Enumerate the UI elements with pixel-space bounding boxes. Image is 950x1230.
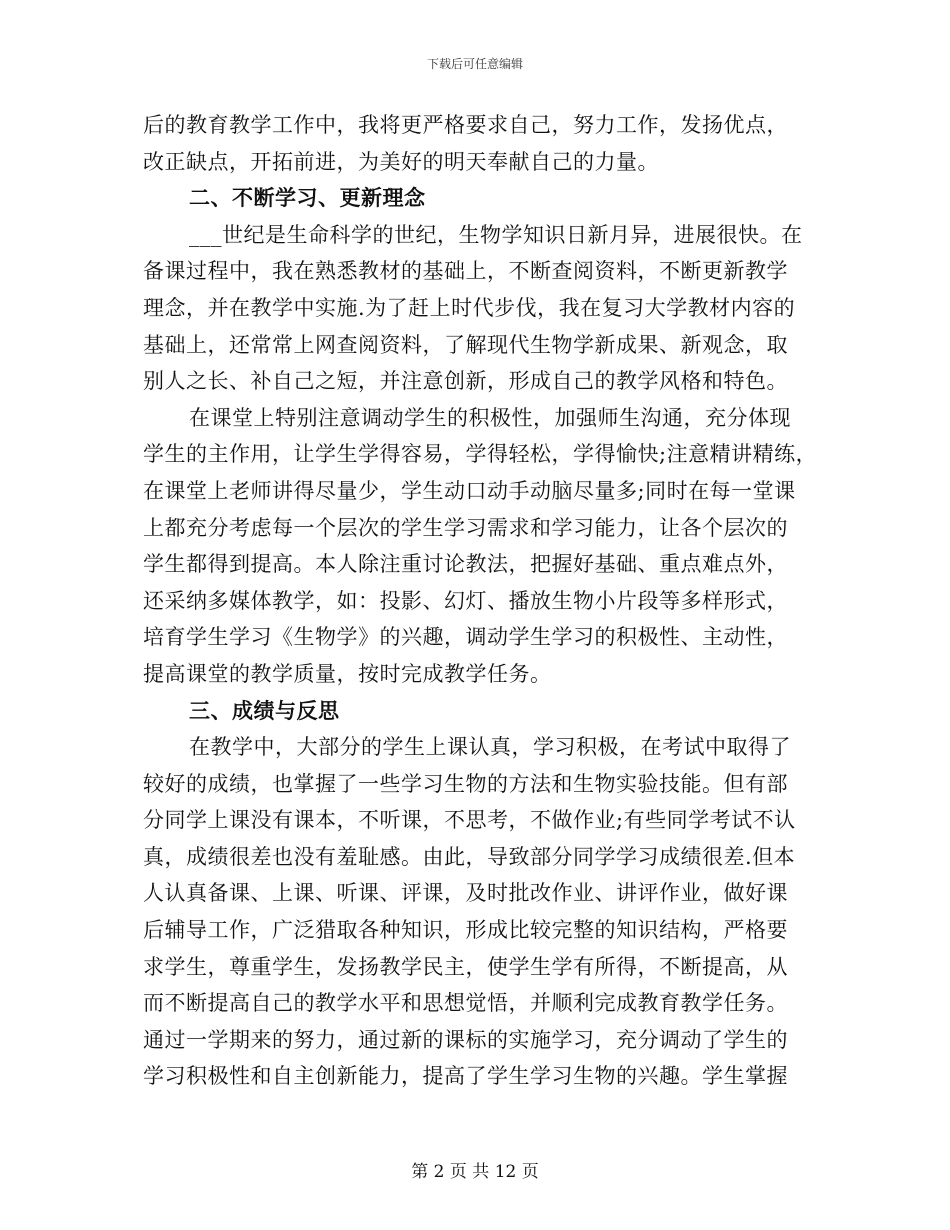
body-line: 学生都得到提高。本人除注重讨论教法，把握好基础、重点难点外， <box>143 552 788 577</box>
body-line: 求学生，尊重学生，发扬教学民主，使学生学有所得，不断提高，从 <box>143 954 788 979</box>
body-line: 基础上，还常常上网查阅资料，了解现代生物学新成果、新观念，取 <box>143 332 788 357</box>
page-number: 第 2 页 共 12 页 <box>411 1162 539 1182</box>
body-line: 分同学上课没有课本，不听课，不思考，不做作业;有些同学考试不认 <box>143 808 796 833</box>
paragraph-start: 在教学中，大部分的学生上课认真，学习积极，在考试中取得了 <box>189 735 791 760</box>
body-line: 理念，并在教学中实施.为了赶上时代步伐，我在复习大学教材内容的 <box>143 295 796 320</box>
body-line: 较好的成绩，也掌握了一些学习生物的方法和生物实验技能。但有部 <box>143 771 788 796</box>
body-line: 真，成绩很差也没有羞耻感。由此，导致部分同学学习成绩很差.但本 <box>143 844 796 869</box>
paragraph-start: 在课堂上特别注意调动学生的积极性，加强师生沟通，充分体现 <box>189 405 791 430</box>
body-line: 通过一学期来的努力，通过新的课标的实施学习，充分调动了学生的 <box>143 1027 788 1052</box>
body-line: 上都充分考虑每一个层次的学生学习需求和学习能力，让各个层次的 <box>143 515 788 540</box>
body-line: 学生的主作用，让学生学得容易，学得轻松，学得愉快;注意精讲精练， <box>143 442 818 467</box>
body-line: 改正缺点，开拓前进，为美好的明天奉献自己的力量。 <box>143 149 659 174</box>
body-line: 后辅导工作，广泛猎取各种知识，形成比较完整的知识结构，严格要 <box>143 918 788 943</box>
body-line: 后的教育教学工作中，我将更严格要求自己，努力工作，发扬优点， <box>143 113 788 137</box>
body-line: 人认真备课、上课、听课、评课，及时批改作业、讲评作业，做好课 <box>143 881 788 906</box>
body-line: 还采纳多媒体教学，如：投影、幻灯、播放生物小片段等多样形式， <box>143 588 788 613</box>
body-line: 学习积极性和自主创新能力，提高了学生学习生物的兴趣。学生掌握 <box>143 1064 788 1089</box>
body-line: 而不断提高自己的教学水平和思想觉悟，并顺利完成教育教学任务。 <box>143 991 788 1016</box>
body-line: 别人之长、补自己之短，并注意创新，形成自己的教学风格和特色。 <box>143 369 788 394</box>
body-line: 在课堂上老师讲得尽量少，学生动口动手动脑尽量多;同时在每一堂课 <box>143 478 796 503</box>
paragraph-start: ___世纪是生命科学的世纪，生物学知识日新月异，进展很快。在 <box>189 222 803 247</box>
section-heading-2: 二、不断学习、更新理念 <box>189 185 426 211</box>
body-line: 提高课堂的教学质量，按时完成教学任务。 <box>143 661 552 686</box>
body-line: 备课过程中，我在熟悉教材的基础上，不断查阅资料，不断更新教学 <box>143 259 788 284</box>
page-header-note: 下载后可任意编辑 <box>426 57 523 71</box>
document-body <box>143 107 818 1095</box>
body-line: 培育学生学习《生物学》的兴趣，调动学生学习的积极性、主动性， <box>143 625 788 650</box>
section-heading-3: 三、成绩与反思 <box>189 697 340 723</box>
